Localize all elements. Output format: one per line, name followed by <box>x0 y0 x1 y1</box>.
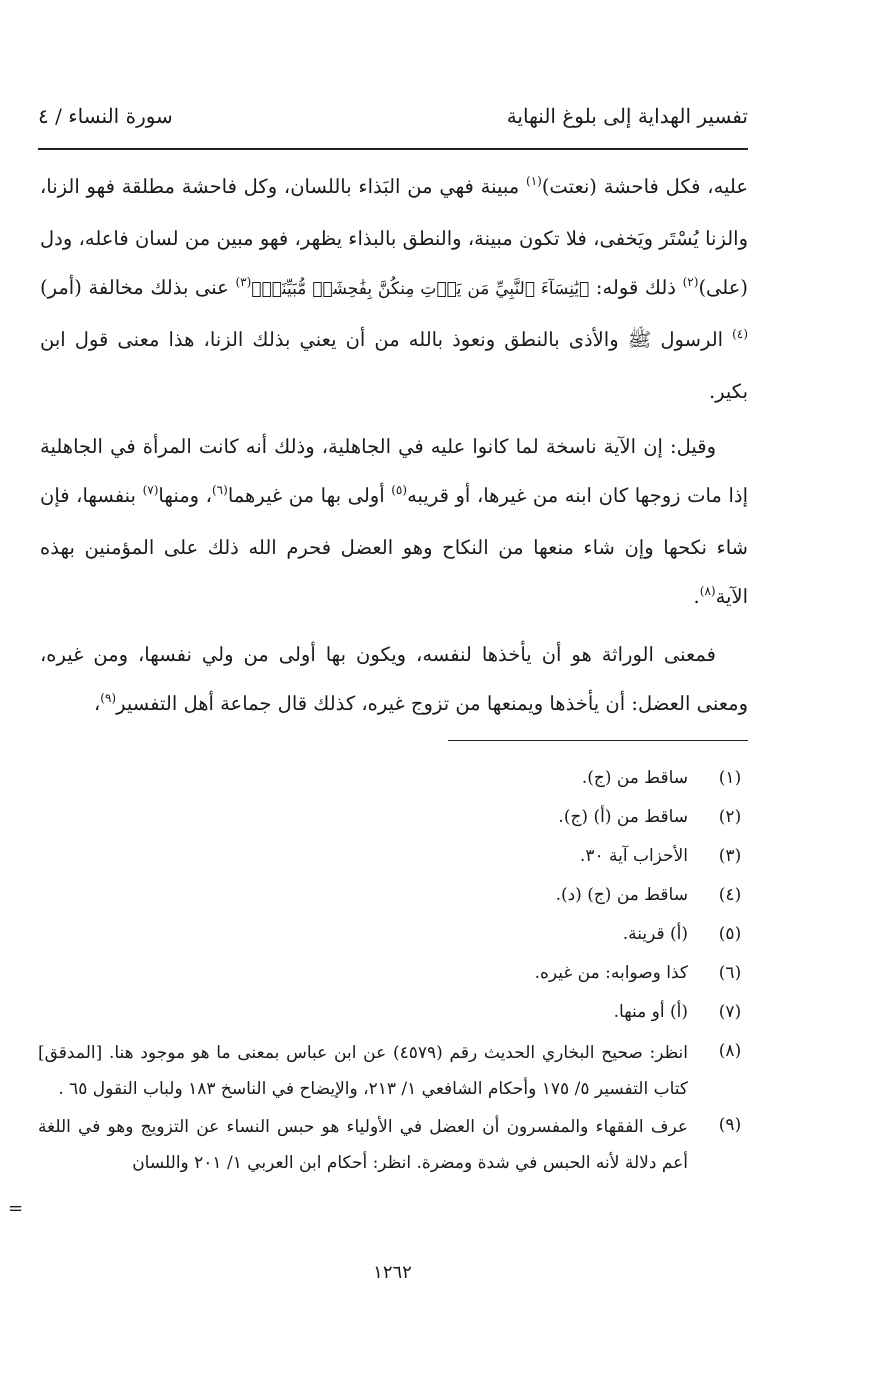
footnote-number: (٢) <box>718 807 742 827</box>
footnote-number: (١) <box>718 768 742 788</box>
footnote-item <box>38 996 750 1035</box>
footnote-item <box>38 879 750 918</box>
footnote-number: (٤) <box>718 885 742 905</box>
footnote-ref: (٦) <box>211 483 228 497</box>
footnote-ref: (٣) <box>235 275 252 289</box>
footnote-item <box>38 957 750 996</box>
running-header <box>38 98 748 138</box>
book-title: تفسير الهداية إلى بلوغ النهاية <box>506 104 748 128</box>
paragraph-2: وقيل: إن الآية ناسخة لما كانوا عليه في الجاهلية، وذلك أنه كانت المرأة في الجاهلية إذا مات زوجها كان ابنه من غيرها، أو قريبه$^{(٥)}$ أولى بها من غيرهما$^{(٦)}$، ومنها$^{(٧)}$ بنفسها، فإن شاء نكحها وإن شاء منعها من النكاح وهو العضل فحرم الله ذلك على المؤمنين بهذه الآية$^{(٨)}$. <box>40 435 748 608</box>
footnote-text: عرف الفقهاء والمفسرون أن العضل في الأولياء هو حبس النساء عن التزويج وهو في اللغة أعم دلالة لأنه الحبس في شدة ومضرة. انظر: أحكام ابن العربي ١/ ٢٠١ واللسان <box>38 1117 688 1173</box>
footnote-item <box>38 918 750 957</box>
continuation-mark: = <box>8 1198 24 1219</box>
quran-verse: ﴿يَٰنِسَآءَ ٱلنَّبِيِّ مَن يَأۡتِ مِنكُنَّ بِفَٰحِشَةٖ مُّبَيِّنَةٖ﴾ <box>251 279 590 299</box>
footnote-ref: (٩) <box>100 691 117 705</box>
footnote-text: ساقط من (ج). <box>581 768 688 788</box>
paragraph-3: فمعنى الوراثة هو أن يأخذها لنفسه، ويكون بها أولى من ولي نفسها، ومن غيره، ومعنى العضل: أن يأخذها ويمنعها من تزوج غيره، كذلك قال جماعة أهل التفسير$^{(٩)}$، <box>40 643 748 715</box>
footnote-text: الأحزاب آية ٣٠. <box>579 846 688 866</box>
footnote-text: ساقط من (أ) (ج). <box>558 807 688 827</box>
footnote-text: كذا وصوابه: من غيره. <box>534 963 688 983</box>
paragraph-1: عليه، فكل فاحشة (نعتت)$^{(١)}$ مبينة فهي من البَذاء باللسان، وكل فاحشة مطلقة فهو الزنا، والزنا يُسْتَر ويَخفى، فلا تكون مبينة، والنطق بالبذاء يظهر، فهو مبين من لسان فاعله، ودل (على)$^{(٢)}$ ذلك قوله: ﴿يَٰنِسَآءَ ٱلنَّبِيِّ مَن يَأۡتِ مِنكُنَّ بِفَٰحِشَةٖ مُّبَيِّنَةٖ﴾$^{(٣)}$ عنى بذلك مخالفة (أمر)$^{(٤)}$ الرسول ﷺ والأذى بالنطق ونعوذ بالله من أن يعني بذلك الزنا، هذا معنى قول ابن بكير. <box>40 174 748 403</box>
footnote-number: (٧) <box>718 1002 742 1022</box>
footnote-item <box>38 801 750 840</box>
header-divider <box>38 148 748 150</box>
main-text <box>40 162 748 731</box>
footnote-number: (٣) <box>718 846 742 866</box>
footnote-text: ساقط من (ج) (د). <box>555 885 688 905</box>
footnote-text: (أ) قرينة. <box>622 924 688 944</box>
footnote-number: (٨) <box>718 1041 742 1061</box>
footnote-divider <box>448 740 748 741</box>
footnote-ref: (٢) <box>682 275 699 289</box>
footnote-ref: (٧) <box>142 483 159 497</box>
footnotes <box>38 762 750 1183</box>
footnote-ref: (١) <box>526 174 542 188</box>
footnote-ref: (٥) <box>391 483 408 497</box>
footnote-ref: (٤) <box>732 327 748 341</box>
footnote-number: (٥) <box>718 924 742 944</box>
footnote-number: (٩) <box>718 1115 742 1135</box>
footnote-text: انظر: صحيح البخاري الحديث رقم (٤٥٧٩) عن ابن عباس بمعنى ما هو موجود هنا. [المدقق] كتاب التفسير ٥/ ١٧٥ وأحكام الشافعي ١/ ٢١٣، والإيضاح في الناسخ ١٨٣ ولباب النقول ٦٥ . <box>38 1043 688 1099</box>
footnote-item <box>38 1109 750 1181</box>
footnote-text: (أ) أو منها. <box>613 1002 688 1022</box>
footnote-item <box>38 840 750 879</box>
page-number: ١٢٦٢ <box>373 1262 412 1283</box>
footnote-number: (٦) <box>718 963 742 983</box>
footnote-item <box>38 1035 750 1107</box>
surah-label: سورة النساء / ٤ <box>38 104 173 128</box>
footnote-ref: (٨) <box>699 584 716 598</box>
footnote-item <box>38 762 750 801</box>
